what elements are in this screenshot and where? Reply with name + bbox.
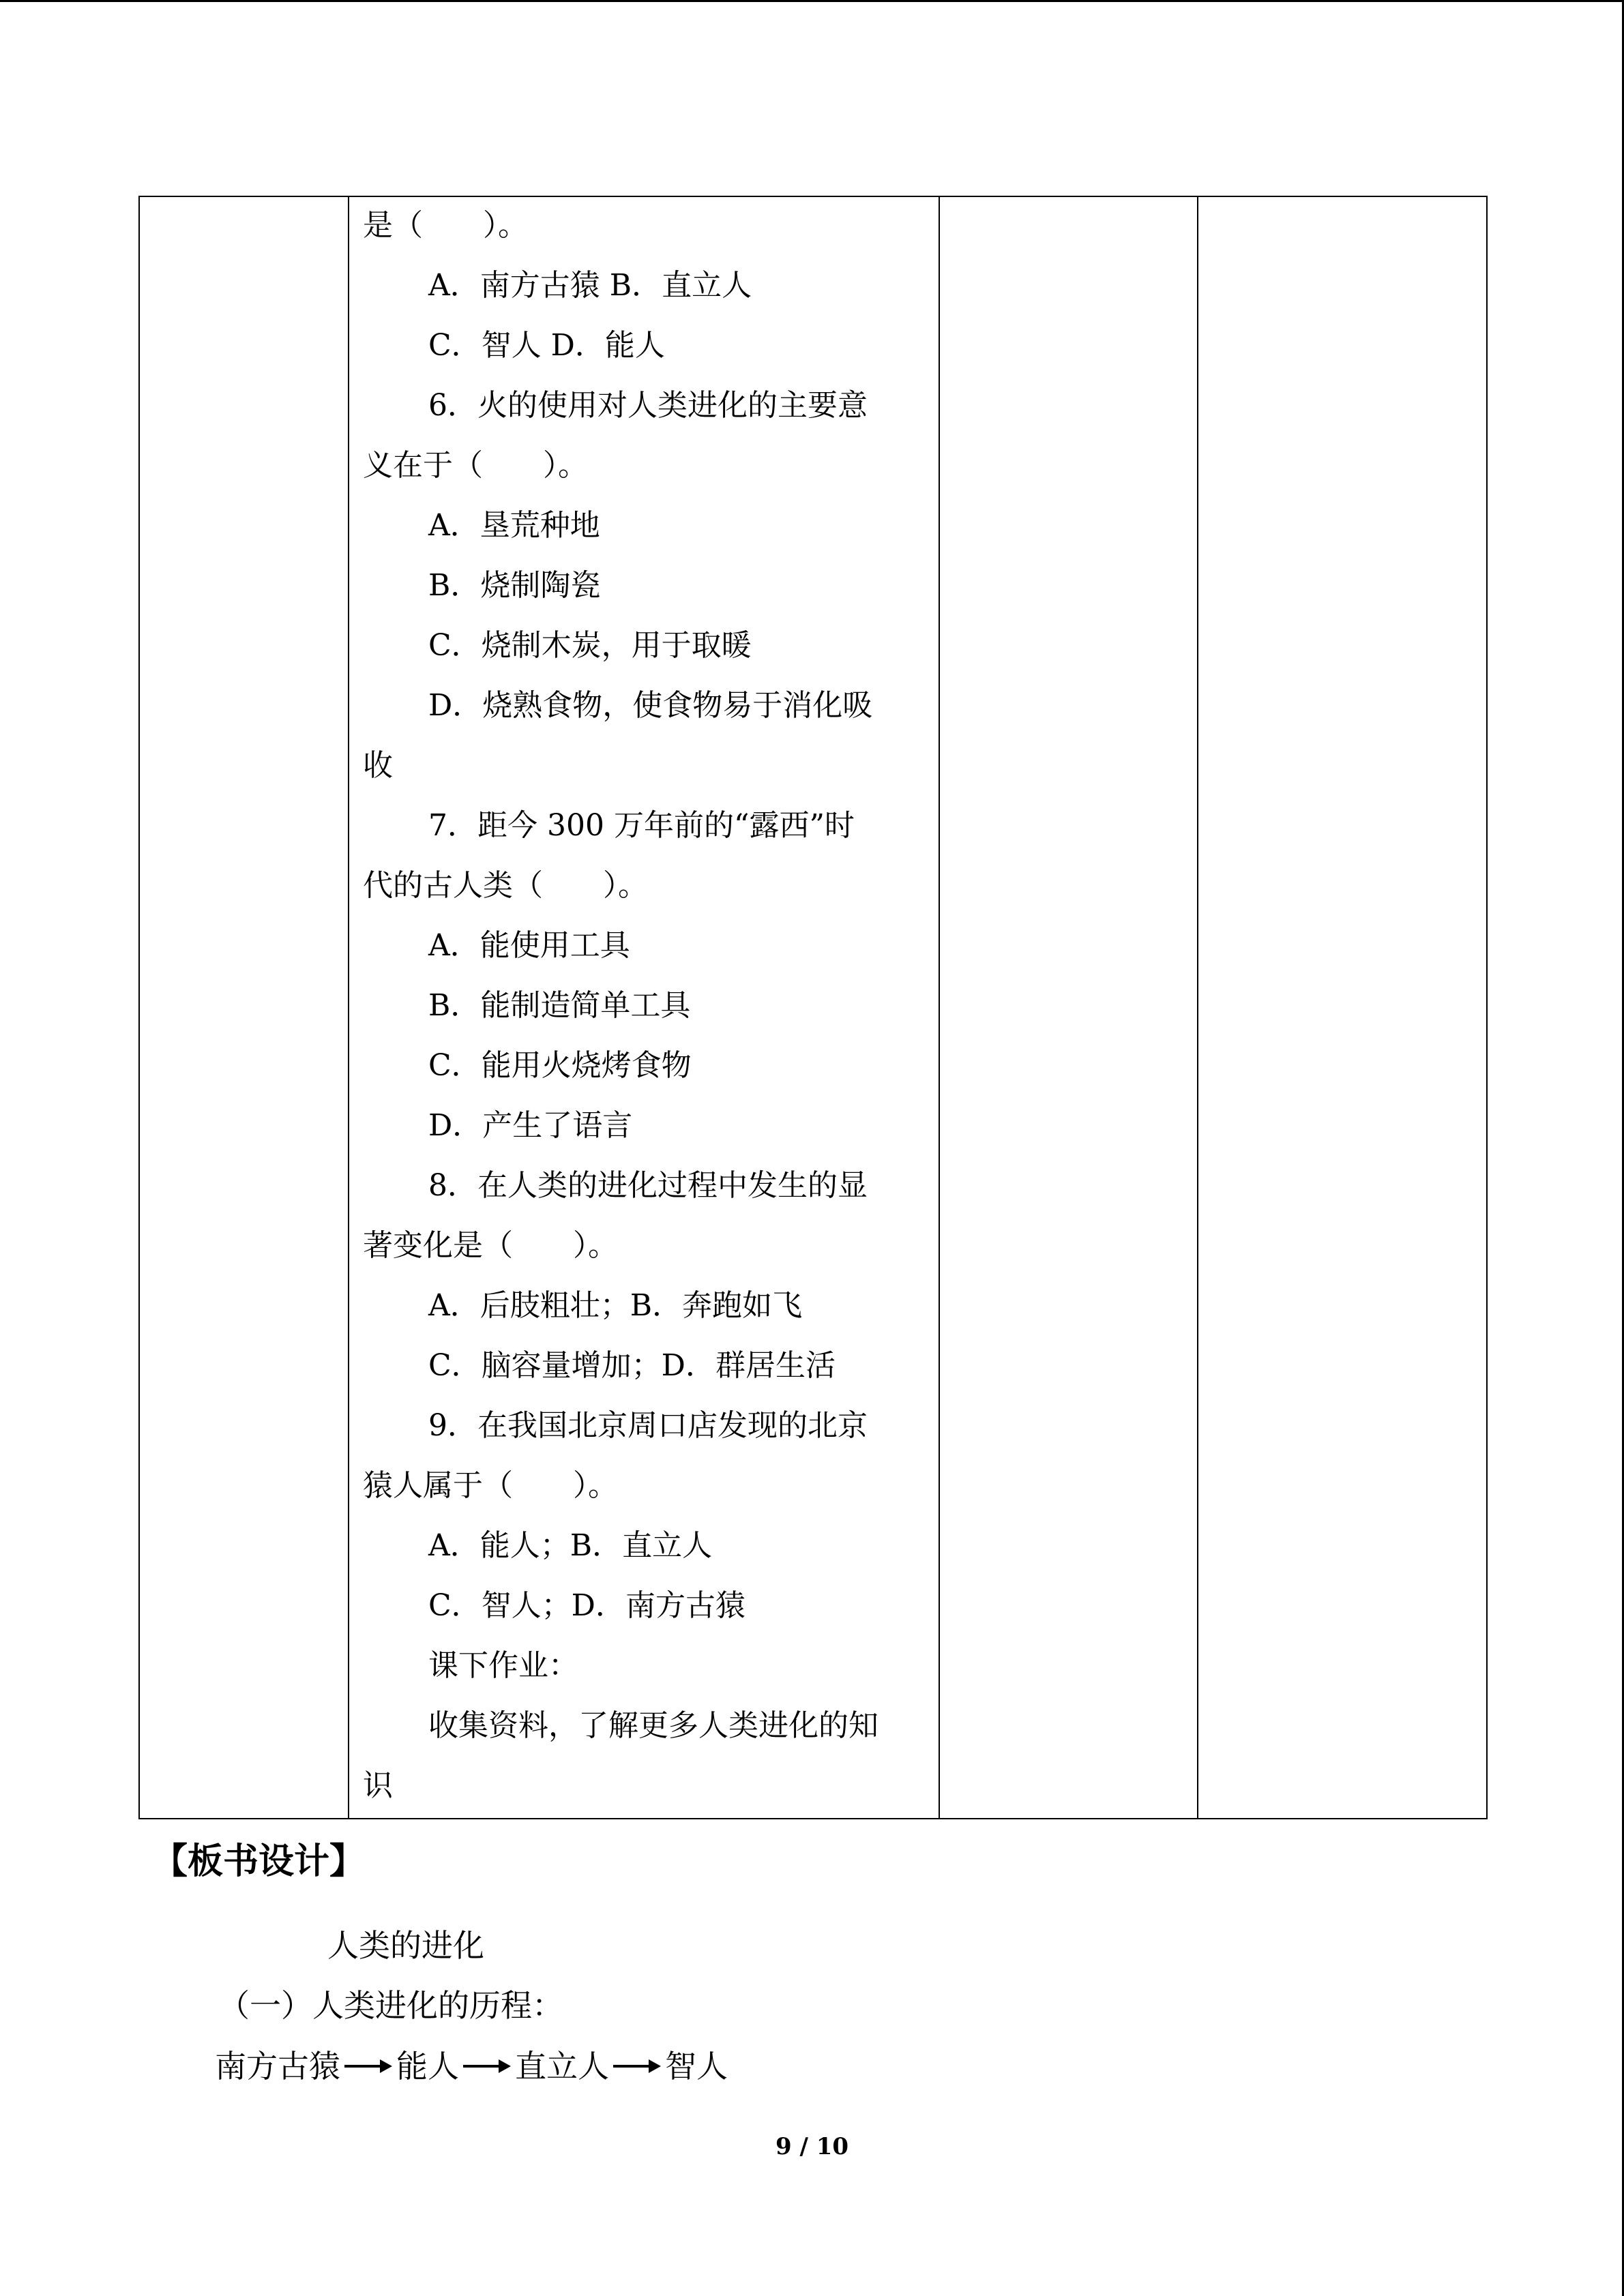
text-line: C．智人 D．能人 (428, 328, 665, 363)
arrow-right-icon (343, 2056, 394, 2076)
text-line: C．智人；D．南方古猿 (428, 1588, 745, 1623)
arrow-right-icon (462, 2056, 512, 2076)
section-heading: 【板书设计】 (152, 1841, 366, 1882)
flow-step: 南方古猿 (215, 2048, 340, 2085)
text-line: A．能人；B．直立人 (428, 1528, 713, 1563)
text-line: A．南方古猿 B．直立人 (428, 268, 752, 303)
arrow-right-icon (612, 2056, 662, 2076)
text-line: 9．在我国北京周口店发现的北京 (428, 1408, 868, 1443)
text-line: 猿人属于（ ）。 (363, 1468, 618, 1503)
text-line: 课下作业： (428, 1648, 578, 1683)
table-column-divider (1197, 197, 1198, 1818)
board-subtitle: （一）人类进化的历程： (218, 1987, 563, 2024)
page-number: 9 / 10 (775, 2133, 849, 2160)
flow-step: 能人 (396, 2048, 459, 2085)
board-title: 人类的进化 (327, 1927, 484, 1964)
evolution-flow (215, 2042, 728, 2090)
text-line: 识 (363, 1768, 393, 1803)
flow-step: 智人 (665, 2048, 728, 2085)
text-line: C．能用火烧烤食物 (428, 1048, 692, 1083)
text-line: A．垦荒种地 (428, 508, 600, 543)
table-column-divider (348, 197, 349, 1818)
text-line: D．产生了语言 (428, 1108, 633, 1143)
text-line: B．烧制陶瓷 (428, 568, 601, 603)
text-line: D．烧熟食物，使食物易于消化吸 (428, 688, 873, 723)
text-line: B．能制造简单工具 (428, 988, 691, 1023)
text-line: 8．在人类的进化过程中发生的显 (428, 1168, 868, 1203)
text-line: C．烧制木炭，用于取暖 (428, 628, 752, 663)
text-line: 代的古人类（ ）。 (363, 868, 648, 903)
text-line: 收集资料，了解更多人类进化的知 (428, 1708, 879, 1743)
text-line: A．后肢粗壮；B．奔跑如飞 (428, 1288, 803, 1323)
page-border-top (0, 0, 1624, 2)
text-line: C．脑容量增加；D．群居生活 (428, 1348, 836, 1383)
text-line: 著变化是（ ）。 (363, 1228, 618, 1263)
text-line: 收 (363, 748, 393, 783)
table-column-divider (939, 197, 940, 1818)
text-line: 义在于（ ）。 (363, 448, 588, 483)
text-line: 6．火的使用对人类进化的主要意 (428, 388, 868, 423)
exercise-content (363, 196, 929, 1816)
flow-step: 直立人 (515, 2048, 609, 2085)
text-line: 是（ ）。 (363, 208, 528, 243)
text-line: 7．距今 300 万年前的“露西”时 (428, 808, 855, 843)
text-line: A．能使用工具 (428, 928, 630, 963)
